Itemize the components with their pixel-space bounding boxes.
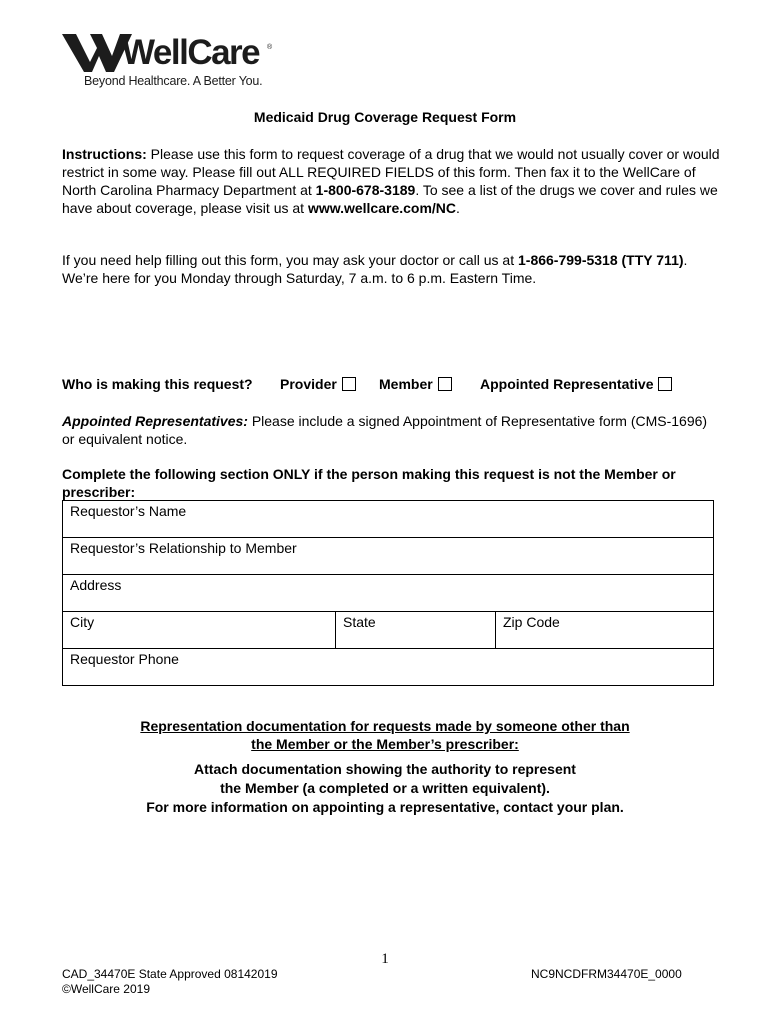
representation-heading-line-2: the Member or the Member’s prescriber:	[251, 736, 519, 752]
option-provider-label: Provider	[280, 376, 337, 392]
appointed-representative-checkbox[interactable]	[658, 377, 672, 391]
table-row	[63, 538, 714, 575]
requestor-phone-field[interactable]	[63, 649, 714, 686]
table-row	[63, 612, 714, 649]
instructions-text-3: .	[456, 200, 460, 216]
requestor-info-table	[62, 500, 714, 686]
logo-wordmark: WellCare	[122, 33, 260, 72]
requester-selection	[62, 376, 722, 396]
appointed-text: Please include a signed Appointment of Representative form (CMS-1696) or equivalent notice.	[62, 413, 708, 447]
requestor-phone-label: Requestor Phone	[70, 651, 179, 667]
instructions-text-1: Please use this form to request coverage of a drug that we would not usually cover or would restrict in some way. Please fill out ALL REQUIRED FIELDS of this form. Then fax it to the WellCare of North Carolina Pharmacy Department at	[62, 146, 720, 198]
registered-mark: ®	[267, 44, 273, 51]
representation-heading-line-1: Representation documentation for requests made by someone other than	[140, 718, 630, 734]
city-field[interactable]	[63, 612, 336, 649]
appointed-representatives-note	[62, 412, 722, 448]
city-label: City	[70, 614, 95, 630]
state-label: State	[343, 614, 376, 630]
appointed-label: Appointed Representatives:	[62, 413, 248, 429]
form-code-right: NC9NCDFRM34470E_0000	[531, 967, 682, 981]
form-code-left: CAD_34470E State Approved 08142019	[62, 967, 278, 981]
website-link[interactable]: www.wellcare.com/NC	[307, 200, 457, 216]
provider-checkbox[interactable]	[342, 377, 356, 391]
member-checkbox[interactable]	[438, 377, 452, 391]
complete-section-heading: Complete the following section ONLY if the person making this request is not the Member or prescriber:	[62, 466, 676, 500]
help-phone: 1-866-799-5318 (TTY 711)	[518, 252, 684, 268]
representation-body-line-1: Attach documentation showing the authority to represent	[194, 761, 576, 777]
help-text-2: . We’re here for you Monday through Saturday, 7 a.m. to 6 p.m. Eastern Time.	[62, 252, 688, 286]
relationship-label: Requestor’s Relationship to Member	[70, 540, 297, 556]
table-row	[63, 649, 714, 686]
option-appointed-label: Appointed Representative	[480, 376, 654, 392]
fax-number: 1-800-678-3189	[315, 182, 416, 198]
instructions-text-2: . To see a list of the drugs we cover and rules we have about coverage, please visit us at	[62, 182, 718, 216]
instructions-paragraph	[62, 145, 722, 217]
form-title: Medicaid Drug Coverage Request Form	[253, 109, 517, 125]
representation-body	[0, 760, 770, 817]
state-field[interactable]	[336, 612, 496, 649]
option-member-label: Member	[379, 376, 433, 392]
zip-field[interactable]	[496, 612, 714, 649]
address-label: Address	[70, 577, 122, 593]
table-row	[63, 501, 714, 538]
page-number: 1	[381, 951, 389, 967]
representation-body-line-3: For more information on appointing a representative, contact your plan.	[146, 799, 624, 815]
copyright: ©WellCare 2019	[62, 982, 150, 996]
zip-label: Zip Code	[503, 614, 560, 630]
option-appointed-representative	[480, 376, 672, 392]
help-text-1: If you need help filling out this form, you may ask your doctor or call us at	[62, 252, 518, 268]
wellcare-logo	[62, 30, 282, 92]
requestor-name-label: Requestor’s Name	[70, 503, 187, 519]
address-field[interactable]	[63, 575, 714, 612]
requester-question: Who is making this request?	[62, 376, 253, 392]
logo-tagline: Beyond Healthcare. A Better You.	[84, 74, 263, 88]
instructions-label: Instructions:	[62, 146, 147, 162]
option-provider	[280, 376, 356, 392]
footer-left	[62, 967, 278, 997]
representation-heading	[0, 717, 770, 753]
option-member	[379, 376, 452, 392]
table-row	[63, 575, 714, 612]
help-paragraph	[62, 251, 722, 287]
requestor-name-field[interactable]	[63, 501, 714, 538]
relationship-field[interactable]	[63, 538, 714, 575]
representation-body-line-2: the Member (a completed or a written equivalent).	[220, 780, 550, 796]
